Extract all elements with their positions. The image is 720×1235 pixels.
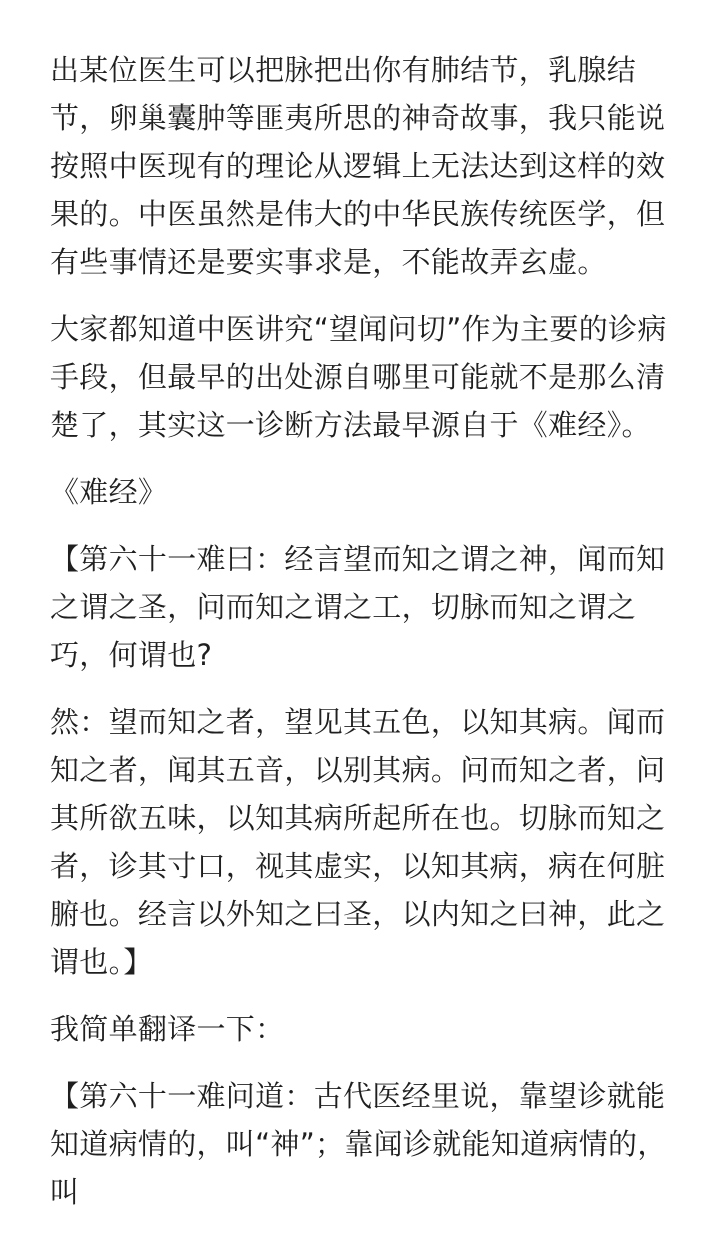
paragraph-intro-conclusion: 出某位医生可以把脉把出你有肺结节，乳腺结节，卵巢囊肿等匪夷所思的神奇故事，我只能说按照中医现有的理论从逻辑上无法达到这样的效果的。中医虽然是伟大的中华民族传统医学，但有些事情还是要实事求是，不能故弄玄虚。 [50, 53, 666, 279]
paragraph-translation-intro: 我简单翻译一下： [50, 1012, 285, 1046]
paragraph-quote-answer: 然：望而知之者，望见其五色，以知其病。闻而知之者，闻其五音，以别其病。问而知之者，问其所欲五味，以知其病所起所在也。切脉而知之者，诊其寸口，视其虚实，以知其病，病在何脏腑也。经言以外知之曰圣，以内知之曰神，此之谓也。】 [50, 705, 666, 979]
paragraph-translation: 【第六十一难问道：古代医经里说，靠望诊就能知道病情的，叫“神”；靠闻诊就能知道病情的，叫 [50, 1079, 667, 1209]
paragraph-quote-question: 【第六十一难曰：经言望而知之谓之神，闻而知之谓之圣，问而知之谓之工，切脉而知之谓之巧，何谓也? [50, 542, 666, 672]
paragraph-source-title: 《难经》 [50, 475, 168, 509]
article-body [50, 46, 680, 1235]
paragraph-wang-wen-wen-qie: 大家都知道中医讲究“望闻问切”作为主要的诊病手段，但最早的出处源自哪里可能就不是那么清楚了，其实这一诊断方法最早源自于《难经》。 [50, 312, 667, 442]
